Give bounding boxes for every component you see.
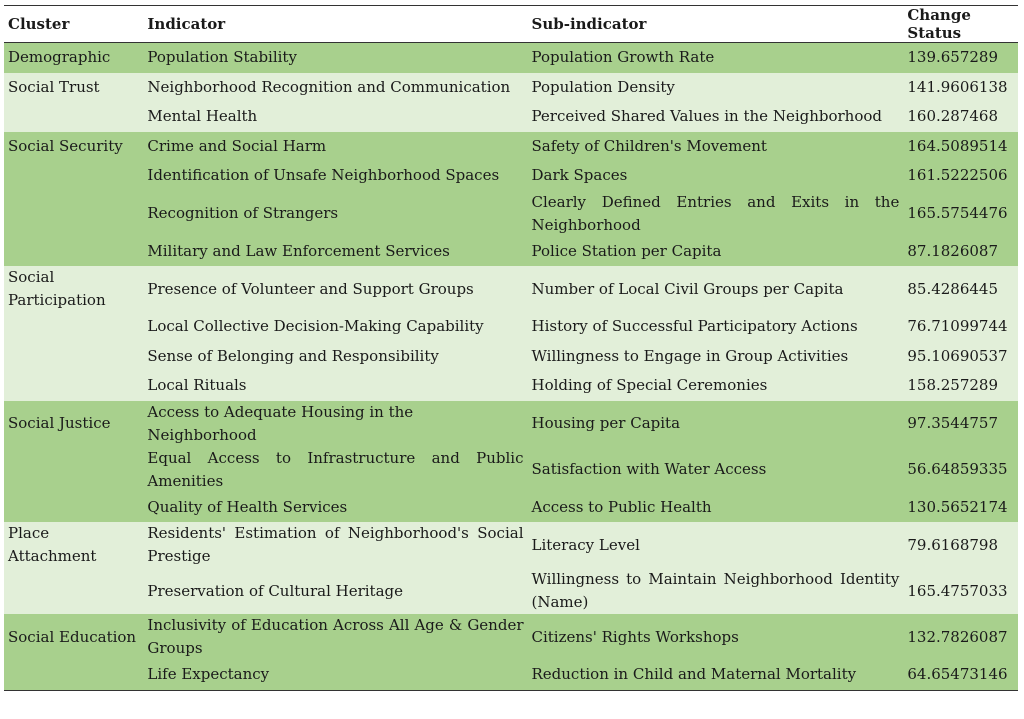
table-row bbox=[4, 522, 1018, 568]
sub-indicator-cell: Satisfaction with Water Access bbox=[528, 447, 904, 493]
table-row bbox=[4, 73, 1018, 103]
sub-indicator-cell: Population Density bbox=[528, 73, 904, 103]
sub-indicator-cell: Police Station per Capita bbox=[528, 237, 904, 267]
table-row bbox=[4, 447, 1018, 493]
sub-indicator-cell: Number of Local Civil Groups per Capita bbox=[528, 266, 904, 312]
change-status-cell: 132.7826087 bbox=[903, 614, 1018, 660]
header-sub-indicator: Sub-indicator bbox=[528, 6, 904, 43]
sub-indicator-cell: Housing per Capita bbox=[528, 401, 904, 447]
indicator-cell: Identification of Unsafe Neighborhood Spaces bbox=[143, 161, 527, 191]
table-row bbox=[4, 371, 1018, 401]
indicator-cell: Crime and Social Harm bbox=[143, 132, 527, 162]
indicator-cell: Sense of Belonging and Responsibility bbox=[143, 342, 527, 372]
indicator-cell: Military and Law Enforcement Services bbox=[143, 237, 527, 267]
table-row bbox=[4, 493, 1018, 523]
sub-indicator-cell: Safety of Children's Movement bbox=[528, 132, 904, 162]
sub-indicator-cell: Holding of Special Ceremonies bbox=[528, 371, 904, 401]
table-row bbox=[4, 43, 1018, 73]
indicator-cell: Life Expectancy bbox=[143, 660, 527, 690]
header-cluster: Cluster bbox=[4, 6, 143, 43]
sub-indicator-cell: Clearly Defined Entries and Exits in the Neighborhood bbox=[528, 191, 904, 237]
change-status-cell: 130.5652174 bbox=[903, 493, 1018, 523]
cluster-cell: Demographic bbox=[4, 43, 143, 73]
indicator-cell: Access to Adequate Housing in the Neighborhood bbox=[143, 401, 527, 447]
table-row bbox=[4, 614, 1018, 660]
table-row bbox=[4, 342, 1018, 372]
indicator-cell: Preservation of Cultural Heritage bbox=[143, 568, 527, 614]
sub-indicator-cell: Reduction in Child and Maternal Mortality bbox=[528, 660, 904, 690]
indicator-cell: Local Rituals bbox=[143, 371, 527, 401]
header-indicator: Indicator bbox=[143, 6, 527, 43]
change-status-cell: 95.10690537 bbox=[903, 342, 1018, 372]
cluster-cell bbox=[4, 371, 143, 401]
table-row bbox=[4, 161, 1018, 191]
cluster-cell bbox=[4, 568, 143, 614]
indicator-cell: Residents' Estimation of Neighborhood's Social Prestige bbox=[143, 522, 527, 568]
table-row bbox=[4, 660, 1018, 690]
indicator-cell: Presence of Volunteer and Support Groups bbox=[143, 266, 527, 312]
indicator-table bbox=[4, 5, 1018, 691]
indicator-cell: Population Stability bbox=[143, 43, 527, 73]
change-status-cell: 76.71099744 bbox=[903, 312, 1018, 342]
table-row bbox=[4, 568, 1018, 614]
indicator-cell: Local Collective Decision-Making Capability bbox=[143, 312, 527, 342]
table-row bbox=[4, 266, 1018, 312]
change-status-cell: 141.9606138 bbox=[903, 73, 1018, 103]
header-change-status: Change Status bbox=[903, 6, 1018, 43]
change-status-cell: 165.5754476 bbox=[903, 191, 1018, 237]
cluster-cell: Social Trust bbox=[4, 73, 143, 103]
change-status-cell: 87.1826087 bbox=[903, 237, 1018, 267]
change-status-cell: 56.64859335 bbox=[903, 447, 1018, 493]
cluster-cell bbox=[4, 342, 143, 372]
indicator-cell: Inclusivity of Education Across All Age & Gender Groups bbox=[143, 614, 527, 660]
sub-indicator-cell: Perceived Shared Values in the Neighborhood bbox=[528, 102, 904, 132]
cluster-cell: Place Attachment bbox=[4, 522, 143, 568]
sub-indicator-cell: History of Successful Participatory Actions bbox=[528, 312, 904, 342]
table-row bbox=[4, 312, 1018, 342]
sub-indicator-cell: Willingness to Engage in Group Activities bbox=[528, 342, 904, 372]
cluster-cell: Social Justice bbox=[4, 401, 143, 447]
table-row bbox=[4, 132, 1018, 162]
change-status-cell: 164.5089514 bbox=[903, 132, 1018, 162]
change-status-cell: 85.4286445 bbox=[903, 266, 1018, 312]
table-row bbox=[4, 401, 1018, 447]
table-header-row bbox=[4, 6, 1018, 43]
sub-indicator-cell: Population Growth Rate bbox=[528, 43, 904, 73]
cluster-cell bbox=[4, 191, 143, 237]
indicator-table-container bbox=[4, 5, 1018, 691]
change-status-cell: 97.3544757 bbox=[903, 401, 1018, 447]
cluster-cell bbox=[4, 312, 143, 342]
indicator-cell: Recognition of Strangers bbox=[143, 191, 527, 237]
table-row bbox=[4, 191, 1018, 237]
sub-indicator-cell: Citizens' Rights Workshops bbox=[528, 614, 904, 660]
change-status-cell: 79.6168798 bbox=[903, 522, 1018, 568]
sub-indicator-cell: Willingness to Maintain Neighborhood Identity (Name) bbox=[528, 568, 904, 614]
cluster-cell bbox=[4, 237, 143, 267]
table-row bbox=[4, 237, 1018, 267]
sub-indicator-cell: Literacy Level bbox=[528, 522, 904, 568]
sub-indicator-cell: Access to Public Health bbox=[528, 493, 904, 523]
cluster-cell: Social Participation bbox=[4, 266, 143, 312]
indicator-cell: Mental Health bbox=[143, 102, 527, 132]
cluster-cell bbox=[4, 161, 143, 191]
cluster-cell bbox=[4, 660, 143, 690]
cluster-cell bbox=[4, 102, 143, 132]
cluster-cell bbox=[4, 493, 143, 523]
change-status-cell: 161.5222506 bbox=[903, 161, 1018, 191]
change-status-cell: 158.257289 bbox=[903, 371, 1018, 401]
cluster-cell bbox=[4, 447, 143, 493]
indicator-cell: Neighborhood Recognition and Communication bbox=[143, 73, 527, 103]
change-status-cell: 160.287468 bbox=[903, 102, 1018, 132]
sub-indicator-cell: Dark Spaces bbox=[528, 161, 904, 191]
indicator-cell: Equal Access to Infrastructure and Public Amenities bbox=[143, 447, 527, 493]
cluster-cell: Social Education bbox=[4, 614, 143, 660]
change-status-cell: 139.657289 bbox=[903, 43, 1018, 73]
indicator-cell: Quality of Health Services bbox=[143, 493, 527, 523]
change-status-cell: 165.4757033 bbox=[903, 568, 1018, 614]
cluster-cell: Social Security bbox=[4, 132, 143, 162]
table-row bbox=[4, 102, 1018, 132]
change-status-cell: 64.65473146 bbox=[903, 660, 1018, 690]
